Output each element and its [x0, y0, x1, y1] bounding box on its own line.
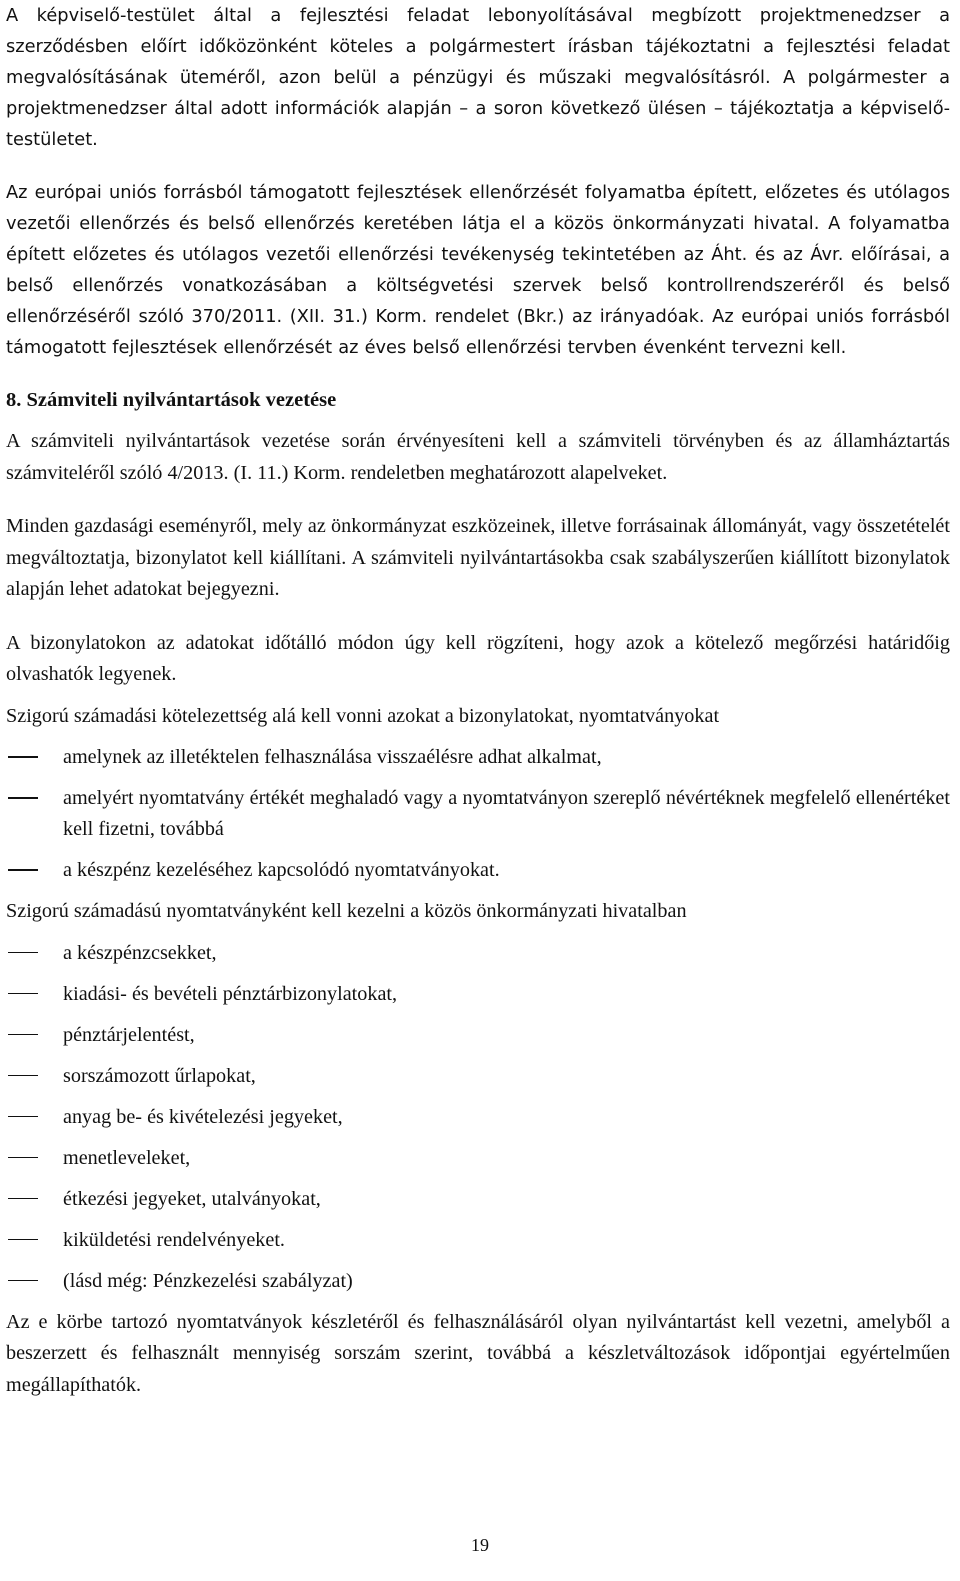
list-item-text: kiadási- és bevételi pénztárbizonylatokat, [63, 982, 398, 1005]
list-item-text: pénztárjelentést, [63, 1023, 195, 1046]
list-item-text: amelynek az illetéktelen felhasználása visszaélésre adhat alkalmat, [63, 746, 602, 768]
paragraph-strict-forms-intro: Szigorú számadású nyomtatványként kell kezelni a közös önkormányzati hivatalban [6, 900, 687, 922]
dash-bullet-icon [8, 1198, 38, 1200]
dash-bullet-icon [8, 1034, 38, 1036]
list-item-text: (lásd még: Pénzkezelési szabályzat) [63, 1269, 353, 1292]
list-item [6, 742, 950, 773]
list-item [6, 1020, 950, 1051]
list-item [6, 1225, 950, 1256]
list-item-text: amelyért nyomtatvány értékét meghaladó vagy a nyomtatványon szereplő névértéknek megfelelő ellenértéket kell fizetni, továbbá [63, 787, 950, 840]
list-item [6, 855, 950, 886]
dash-bullet-icon [8, 756, 38, 758]
list-item-text: étkezési jegyeket, utalványokat, [63, 1187, 321, 1210]
paragraph-accounting-principles: A számviteli nyilvántartások vezetése során érvényesíteni kell a számviteli törvényben és az államháztartás számviteléről szóló 4/2013. (I. 11.) Korm. rendeletben meghatározott alapelveket. [6, 430, 950, 484]
list-item-text: menetleveleket, [63, 1146, 191, 1169]
list-item [6, 1184, 950, 1215]
list-item [6, 1266, 950, 1297]
list-item-text: anyag be- és kivételezési jegyeket, [63, 1105, 343, 1128]
list-item [6, 1102, 950, 1133]
list-item-text: sorszámozott űrlapokat, [63, 1064, 256, 1087]
dash-bullet-icon [8, 1075, 38, 1077]
list-item-text: a készpénz kezeléséhez kapcsolódó nyomtatványokat. [63, 859, 500, 881]
paragraph-project-manager: A képviselő-testület által a fejlesztési feladat lebonyolításával megbízott projektmenedzser a szerződésben előírt időközönként köteles a polgármestert írásban tájékoztatni a fejlesztési feladat megvalósításának üteméről, azon belül a pénzügyi és műszaki megvalósításról. A polgármester a projektmenedzser által adott információk alapján – a soron következő ülésen – tájékoztatja a képviselő-testületet. [6, 5, 950, 150]
list-item [6, 1143, 950, 1174]
list-item-text: kiküldetési rendelvényeket. [63, 1228, 285, 1251]
dash-bullet-icon [8, 952, 38, 954]
dash-bullet-icon [8, 1116, 38, 1118]
dash-bullet-icon [8, 1280, 38, 1282]
paragraph-eu-funded-control: Az európai uniós forrásból támogatott fejlesztések ellenőrzését folyamatba épített, előzetes és utólagos vezetői ellenőrzés és belső ellenőrzés keretében látja el a közös önkormányzati hivatal. A folyamatba épített előzetes és utólagos vezetői ellenőrzési tevékenység tekintetében az Áht. és az Ávr. előírásai, a belső ellenőrzés vonatkozásában a költségvetési szervek belső kontrollrendszeréről és belső ellenőrzéséről szóló 370/2011. (XII. 31.) Korm. rendelet (Bkr.) az irányadóak. Az európai uniós forrásból támogatott fejlesztések ellenőrzését az éves belső ellenőrzési tervben évenként tervezni kell. [6, 182, 950, 358]
list-item-text: a készpénzcsekket, [63, 941, 217, 964]
list-item [6, 1061, 950, 1092]
paragraph-document-durability: A bizonylatokon az adatokat időtálló módon úgy kell rögzíteni, hogy azok a kötelező megőrzési határidőig olvashatók legyenek. [6, 631, 950, 685]
document-page [6, 0, 950, 1401]
page-number: 19 [471, 1535, 489, 1555]
dash-bullet-icon [8, 1157, 38, 1159]
list-item [6, 783, 950, 845]
list-item [6, 979, 950, 1010]
dash-bullet-icon [8, 869, 38, 871]
dash-bullet-icon [8, 1239, 38, 1241]
paragraph-strict-accountability-intro: Szigorú számadási kötelezettség alá kell vonni azokat a bizonylatokat, nyomtatványokat [6, 704, 720, 727]
section-heading: 8. Számviteli nyilvántartások vezetése [6, 389, 337, 411]
dash-bullet-icon [8, 797, 38, 799]
strict-forms-list [6, 938, 950, 1297]
paragraph-inventory-records: Az e körbe tartozó nyomtatványok készletéről és felhasználásáról olyan nyilvántartást kell vezetni, amelyből a beszerzett és felhasznált mennyiség sorszám szerint, továbbá a készletváltozások időpontjai egyértelműen megállapíthatók. [6, 1310, 950, 1396]
paragraph-economic-events: Minden gazdasági eseményről, mely az önkormányzat eszközeinek, illetve forrásainak állományát, vagy összetételét megváltoztatja, bizonylatot kell kiállítani. A számviteli nyilvántartásokba csak szabályszerűen kiállított bizonylatok alapján lehet adatokat bejegyezni. [6, 515, 950, 600]
dash-bullet-icon [8, 993, 38, 995]
strict-accountability-list [6, 742, 950, 886]
list-item [6, 938, 950, 969]
